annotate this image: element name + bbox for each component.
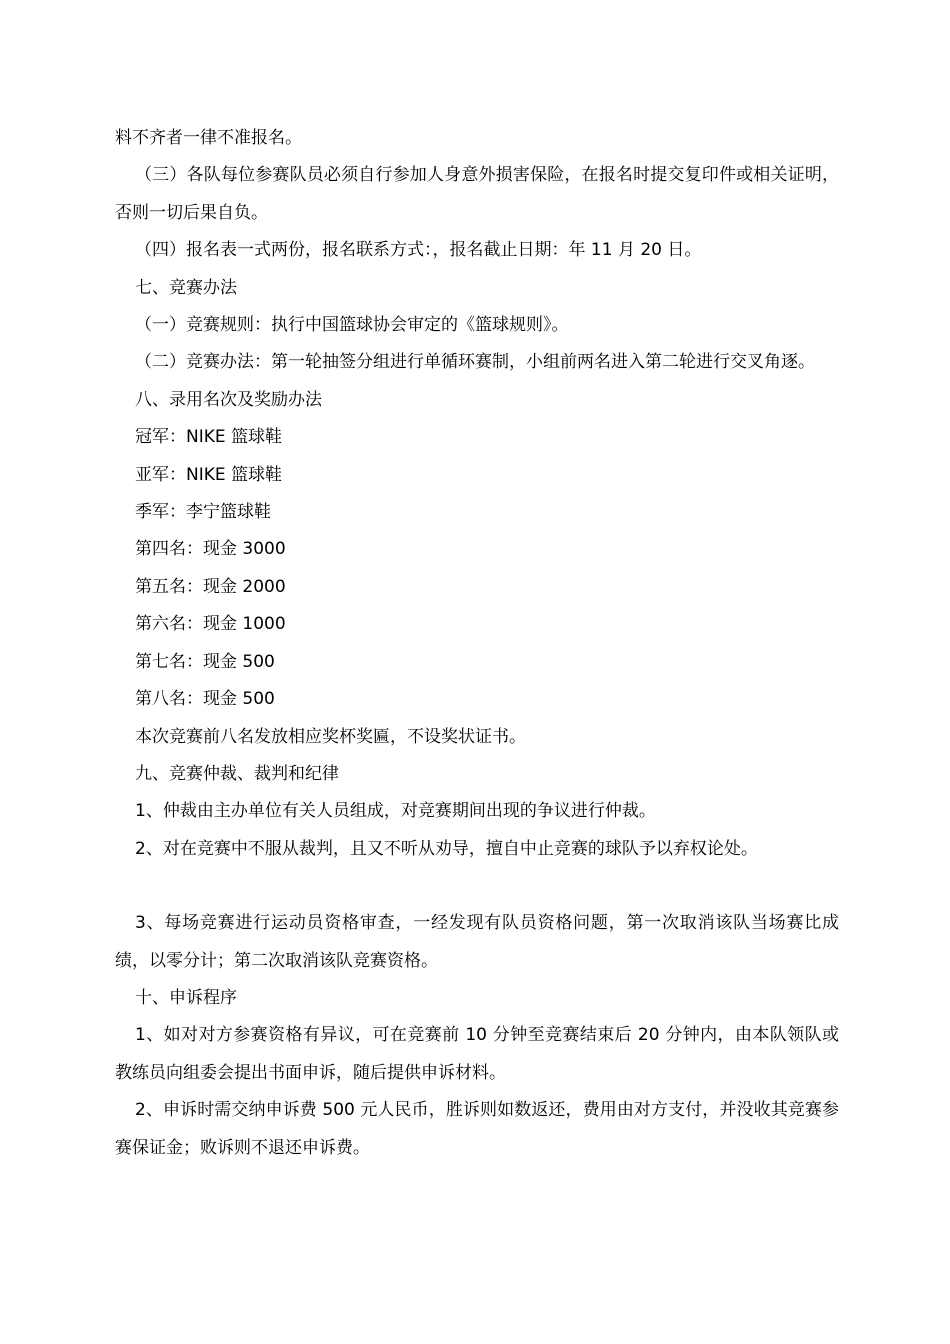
award-fourth-place: 第四名：现金 3000 <box>135 539 286 560</box>
paragraph-arbitration-1: 1、仲裁由主办单位有关人员组成，对竞赛期间出现的争议进行仲裁。 <box>135 801 656 822</box>
heading-appeal-procedure: 十、申诉程序 <box>135 987 237 1008</box>
award-seventh-place: 第七名：现金 500 <box>135 651 275 672</box>
award-eighth-place: 第八名：现金 500 <box>135 689 275 710</box>
award-fifth-place: 第五名：现金 2000 <box>135 576 286 597</box>
paragraph-appeal-1: 1、如对对方参赛资格有异议，可在竞赛前 10 分钟至竞赛结束后 20 分钟内，由本队领队或教练员向组委会提出书面申诉，随后提供申诉材料。 <box>115 1025 839 1083</box>
paragraph-competition-format: （二）竞赛办法：第一轮抽签分组进行单循环赛制，小组前两名进入第二轮进行交叉角逐。 <box>135 352 815 373</box>
heading-competition-method: 七、竞赛办法 <box>135 277 237 298</box>
award-third-place: 季军：李宁篮球鞋 <box>135 502 271 523</box>
heading-rankings-awards: 八、录用名次及奖励办法 <box>135 389 322 410</box>
paragraph-competition-rules: （一）竞赛规则：执行中国篮球协会审定的《篮球规则》。 <box>135 315 569 336</box>
paragraph-arbitration-3: 3、每场竞赛进行运动员资格审查，一经发现有队员资格问题，第一次取消该队当场赛比成绩，以零分计；第二次取消该队竞赛资格。 <box>115 913 839 971</box>
paragraph-trophies: 本次竞赛前八名发放相应奖杯奖匾，不设奖状证书。 <box>135 726 526 747</box>
document-body <box>115 120 839 1167</box>
paragraph-registration-form: （四）报名表一式两份，报名联系方式：，报名截止日期：年 11 月 20 日。 <box>135 240 702 261</box>
award-champion: 冠军：NIKE 篮球鞋 <box>135 427 283 448</box>
blank-line <box>115 868 839 905</box>
award-runner-up: 亚军：NIKE 篮球鞋 <box>135 464 283 485</box>
paragraph-insurance: （三）各队每位参赛队员必须自行参加人身意外损害保险，在报名时提交复印件或相关证明，否则一切后果自负。 <box>115 165 839 223</box>
paragraph-appeal-2: 2、申诉时需交纳申诉费 500 元人民币，胜诉则如数返还，费用由对方支付，并没收其竞赛参赛保证金；败诉则不退还申诉费。 <box>115 1100 839 1158</box>
paragraph-arbitration-2: 2、对在竞赛中不服从裁判，且又不听从劝导，擅自中止竞赛的球队予以弃权论处。 <box>135 838 758 859</box>
paragraph-registration-materials: 料不齐者一律不准报名。 <box>115 128 302 148</box>
heading-arbitration: 九、竞赛仲裁、裁判和纪律 <box>135 763 339 784</box>
award-sixth-place: 第六名：现金 1000 <box>135 614 286 635</box>
